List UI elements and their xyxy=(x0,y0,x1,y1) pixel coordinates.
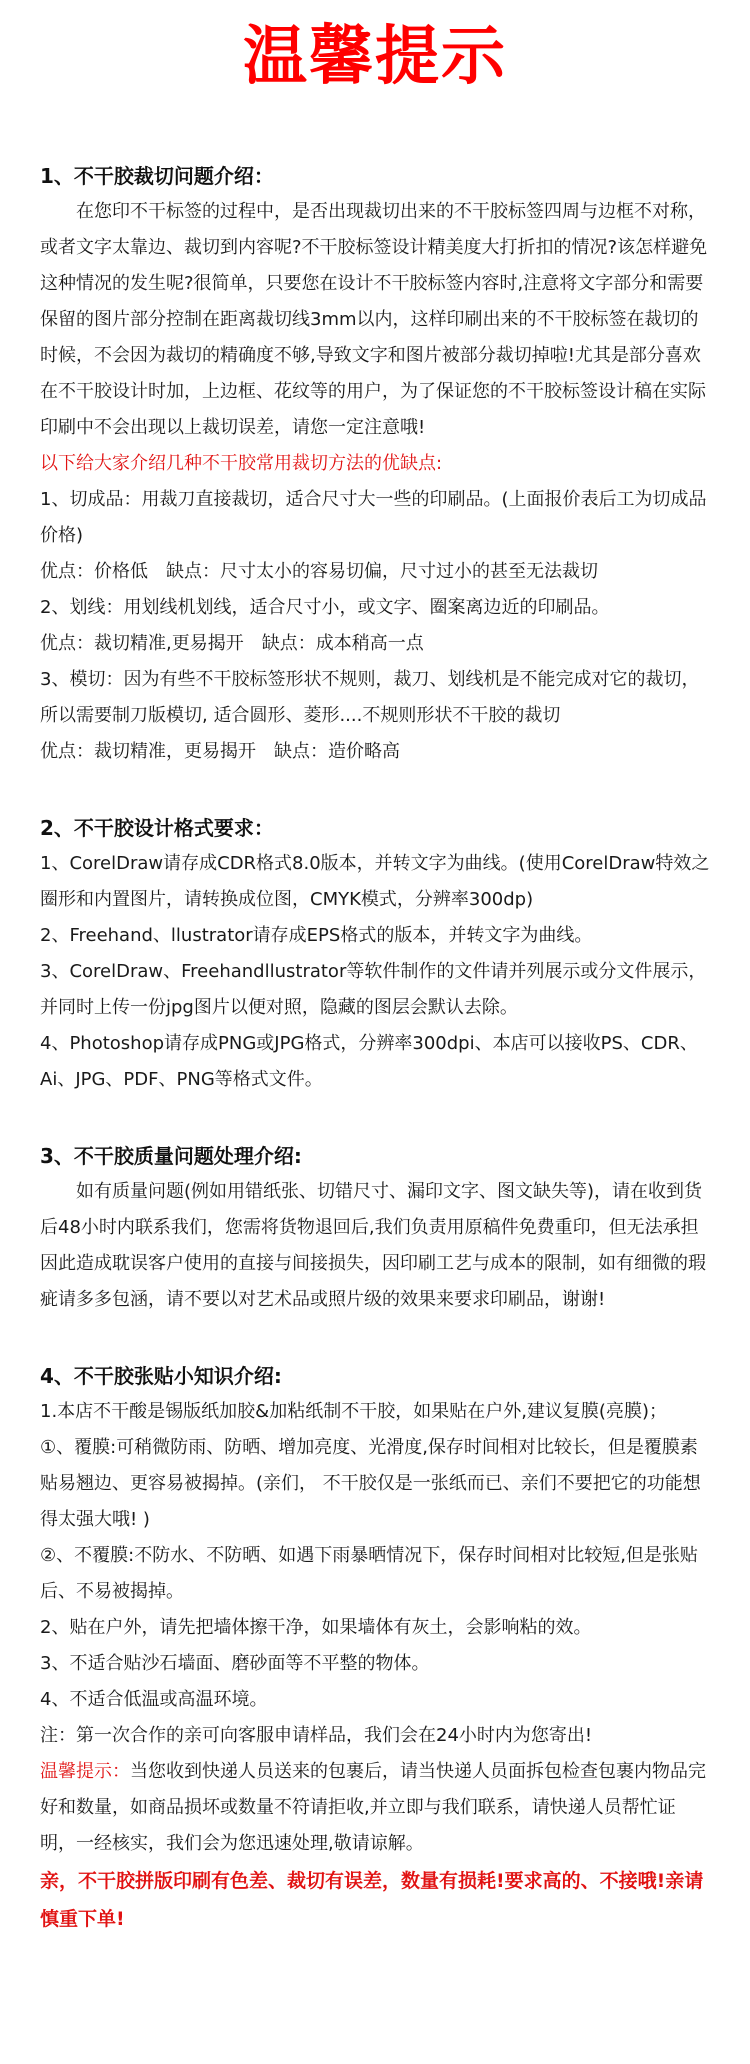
list-item: 优点：价格低 缺点：尺寸太小的容易切偏，尺寸过小的甚至无法裁切 xyxy=(40,561,598,582)
list-item: 3、模切：因为有些不干胶标签形状不规则，裁刀、划线机是不能完成对它的裁切，所以需要制刀版模切, 适合圆形、菱形....不规则形状不干胶的裁切 xyxy=(40,669,700,726)
reminder-label: 温馨提示： xyxy=(40,1761,130,1782)
list-item: 优点：裁切精准，更易揭开 缺点：造价略高 xyxy=(40,741,400,762)
section-paragraph: 在您印不干标签的过程中，是否出现裁切出来的不干胶标签四周与边框不对称，或者文字太靠边、裁切到内容呢?不干胶标签设计精美度大打折扣的情况?该怎样避免这种情况的发生呢?很简单，只要您在设计不干胶标签内容时,注意将文字部分和需要保留的图片部分控制在距离裁切线3mm以内，这样印刷出来的不干胶标签在裁切的时候，不会因为裁切的精确度不够,导致文字和图片被部分裁切掉啦!尤其是部分喜欢在不干胶设计时加，上边框、花纹等的用户，为了保证您的不干胶标签设计稿在实际印刷中不会出现以上裁切误差，请您一定注意哦! xyxy=(40,201,708,438)
section-paragraph: 如有质量问题(例如用错纸张、切错尺寸、漏印文字、图文缺失等)，请在收到货后48小时内联系我们，您需将货物退回后,我们负责用原稿件免费重印，但无法承担因此造成耽误客户使用的直接与间接损失，因印刷工艺与成本的限制，如有细微的瑕疵请多多包涵，请不要以对艺术品或照片级的效果来要求印刷品，谢谢! xyxy=(40,1181,706,1310)
section-quality xyxy=(40,1138,710,1318)
list-item: 4、Photoshop请存成PNG或JPG格式，分辨率300dpi、本店可以接收PS、CDR、Ai、JPG、PDF、PNG等格式文件。 xyxy=(40,1033,698,1090)
list-item: 2、划线：用划线机划线，适合尺寸小，或文字、圈案离边近的印刷品。 xyxy=(40,597,610,618)
section-heading: 2、不干胶设计格式要求： xyxy=(40,816,274,840)
list-item: 2、贴在户外，请先把墙体擦干净，如果墙体有灰土，会影响粘的效。 xyxy=(40,1617,592,1638)
list-item: 3、CorelDraw、Freehandllustrator等软件制作的文件请并列展示或分文件展示，并同时上传一份jpg图片以便对照，隐藏的图层会默认去除。 xyxy=(40,961,707,1018)
list-item: 1.本店不干酸是锡版纸加胶&加粘纸制不干胶，如果贴在户外,建议复膜(亮膜)； xyxy=(40,1401,667,1422)
reminder-text: 当您收到快递人员送来的包裹后，请当快递人员面拆包检查包裹内物品完好和数量，如商品损坏或数量不符请拒收,并立即与我们联系，请快递人员帮忙证明，一经核实，我们会为您迅速处理,敬请谅解。 xyxy=(40,1761,706,1854)
list-item: 4、不适合低温或高温环境。 xyxy=(40,1689,268,1710)
section-format xyxy=(40,810,710,1098)
section-application xyxy=(40,1358,710,1938)
list-item: 优点：裁切精准,更易揭开 缺点：成本稍高一点 xyxy=(40,633,424,654)
section-heading: 4、不干胶张贴小知识介绍: xyxy=(40,1364,282,1388)
section-intro-red: 以下给大家介绍几种不干胶常用裁切方法的优缺点: xyxy=(40,453,443,474)
section-heading: 1、不干胶裁切问题介绍： xyxy=(40,164,274,188)
list-item: 注：第一次合作的亲可向客服申请样品，我们会在24小时内为您寄出! xyxy=(40,1725,593,1746)
list-item: 1、切成品：用裁刀直接裁切，适合尺寸大一些的印刷品。(上面报价表后工为切成品价格) xyxy=(40,489,707,546)
section-cutting xyxy=(40,158,710,770)
warning-text: 亲，不干胶拼版印刷有色差、裁切有误差，数量有损耗!要求高的、不接哦!亲请慎重下单! xyxy=(40,1870,704,1930)
list-item: ①、覆膜:可稍微防雨、防晒、增加亮度、光滑度,保存时间相对比较长，但是覆膜素贴易翘边、更容易被揭掉。(亲们， 不干胶仅是一张纸而已、亲们不要把它的功能想得太强大哦! ) xyxy=(40,1437,701,1530)
page-title: 温馨提示 xyxy=(243,20,507,94)
reminder xyxy=(40,1754,710,1862)
list-item: 2、Freehand、llustrator请存成EPS格式的版本，并转文字为曲线。 xyxy=(40,925,593,946)
list-item: 3、不适合贴沙石墙面、磨砂面等不平整的物体。 xyxy=(40,1653,430,1674)
section-heading: 3、不干胶质量问题处理介绍: xyxy=(40,1144,302,1168)
list-item: ②、不覆膜:不防水、不防晒、如遇下雨暴晒情况下，保存时间相对比较短,但是张贴后、不易被揭掉。 xyxy=(40,1545,698,1602)
list-item: 1、CorelDraw请存成CDR格式8.0版本，并转文字为曲线。(使用CorelDraw特效之圈形和内置图片，请转换成位图，CMYK模式，分辨率300dp) xyxy=(40,853,710,910)
